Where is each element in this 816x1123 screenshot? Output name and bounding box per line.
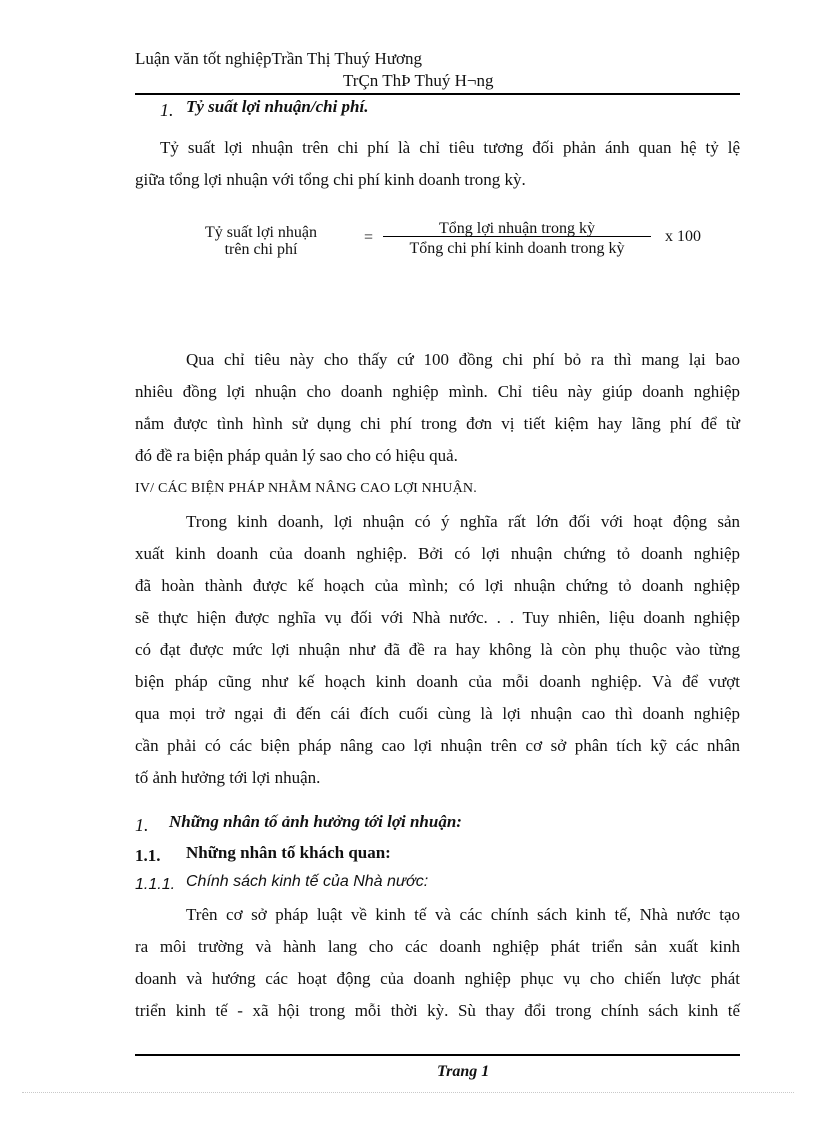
section4-line-9: tố ảnh hưởng tới lợi nhuận. [135, 768, 321, 787]
header-rule [135, 93, 740, 95]
section4-line-4: sẽ thực hiện được nghĩa vụ đối với Nhà nước. . . Tuy nhiên, liệu doanh nghiệp [135, 608, 740, 627]
section4-line-7: qua mọi trở ngại đi đến cái đích cuối cùng là lợi nhuận cao thì doanh nghiệp [135, 704, 740, 723]
formula-equals: = [364, 229, 374, 246]
factors-line-1: Trên cơ sở pháp luật về kinh tế và các chính sách kinh tế, Nhà nước tạo [186, 905, 740, 924]
factors-line-4: triển kinh tế - xã hội trong mỗi thời kỳ. Sù thay đổi trong chính sách kinh tế [135, 1001, 740, 1020]
factors-line-2: ra môi trường và hành lang cho các doanh nghiệp phát triển sản xuất kinh [135, 937, 740, 956]
section4-line-5: có đạt được mức lợi nhuận như đã đề ra hay không là còn phụ thuộc vào từng [135, 640, 740, 659]
section1-explain-line-3: nắm được tình hình sử dụng chi phí trong đơn vị tiết kiệm hay lãng phí để từ [135, 414, 740, 433]
section1-explain-line-2: nhiêu đồng lợi nhuận cho doanh nghiệp mình. Chỉ tiêu này giúp doanh nghiệp [135, 382, 740, 401]
factors-title: Những nhân tố ảnh hưởng tới lợi nhuận: [169, 812, 462, 831]
formula-label-line-2: trên chi phí [224, 241, 298, 258]
factors-line-3: doanh và hướng các hoạt động của doanh nghiệp phục vụ cho chiến lược phát [135, 969, 740, 988]
section4-line-6: biện pháp cũng như kế hoạch kinh doanh của mỗi doanh nghiệp. Và để vượt [135, 672, 740, 691]
formula-denominator: Tổng chi phí kinh doanh trong kỳ [409, 240, 625, 257]
footer-rule [135, 1054, 740, 1056]
formula-multiplier: x 100 [665, 228, 701, 245]
section1-explain-line-4: đó đề ra biện pháp quản lý sao cho có hiệu quả. [135, 446, 458, 465]
section1-title: Tỷ suất lợi nhuận/chi phí. [186, 97, 369, 116]
section4-line-1: Trong kinh doanh, lợi nhuận có ý nghĩa rất lớn đối với hoạt động sản [186, 512, 740, 531]
factors-number: 1. [135, 815, 149, 835]
factors-subsub-number: 1.1.1. [135, 876, 176, 893]
section4-line-8: cần phải có các biện pháp nâng cao lợi nhuận trên cơ sở phân tích kỹ các nhân [135, 736, 740, 755]
section4-line-2: xuất kinh doanh của doanh nghiệp. Bởi có lợi nhuận chứng tỏ doanh nghiệp [135, 544, 740, 563]
section1-explain-line-1: Qua chỉ tiêu này cho thấy cứ 100 đồng chi phí bỏ ra thì mang lại bao [186, 350, 740, 369]
page-number: Trang 1 [437, 1063, 490, 1080]
factors-subsub-title: Chính sách kinh tế của Nhà nước: [186, 873, 429, 890]
factors-sub-number: 1.1. [135, 846, 161, 865]
section4-line-3: đã hoàn thành được kế hoạch của mình; có lợi nhuận chứng tỏ doanh nghiệp [135, 576, 740, 595]
header-author-legacy: TrÇn ThÞ Thuý H¬ng [343, 71, 494, 90]
formula-numerator: Tổng lợi nhuận trong kỳ [439, 220, 595, 237]
page-bottom-dotted-border [22, 1092, 794, 1093]
section4-title: IV/ CÁC BIỆN PHÁP NHẰM NÂNG CAO LỢI NHUẬN. [135, 481, 477, 496]
section1-number: 1. [160, 100, 174, 120]
section1-intro-line-2: giữa tổng lợi nhuận với tổng chi phí kinh doanh trong kỳ. [135, 170, 526, 189]
formula-label-line-1: Tỷ suất lợi nhuận [205, 224, 317, 241]
factors-sub-title: Những nhân tố khách quan: [186, 843, 391, 862]
formula-fraction-bar [383, 236, 651, 237]
header-author-line: Luận văn tốt nghiệpTrần Thị Thuý Hương [135, 49, 423, 68]
section1-intro-line-1: Tỷ suất lợi nhuận trên chi phí là chỉ tiêu tương đối phản ánh quan hệ tỷ lệ [160, 138, 740, 157]
